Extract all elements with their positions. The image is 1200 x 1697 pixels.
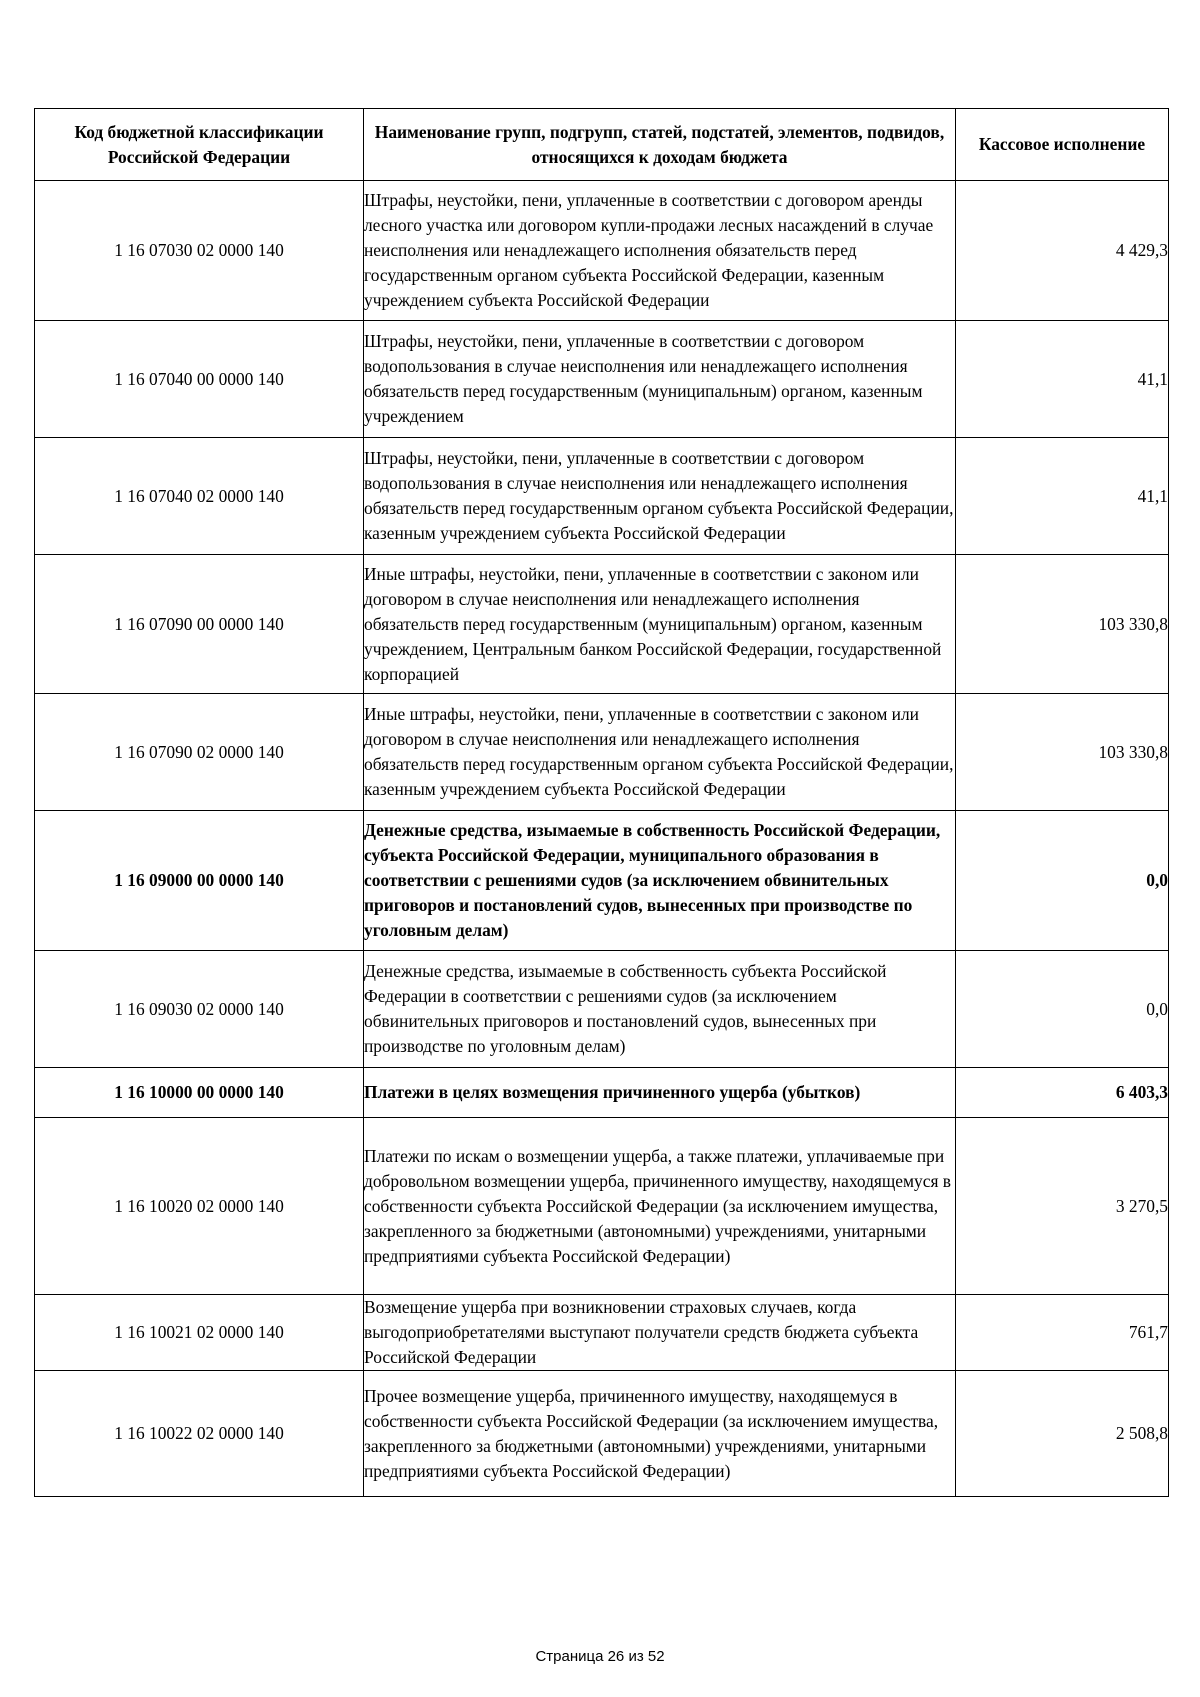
table-header-row <box>35 109 1169 181</box>
table-row <box>35 1118 1169 1295</box>
row-name: Штрафы, неустойки, пени, уплаченные в соответствии с договором аренды лесного участка или договором купли-продажи лесных насаждений в случае неисполнения или ненадлежащего исполнения обязательств перед государственным органом субъекта Российской Федерации, казенным учреждением субъекта Российской Федерации <box>364 181 956 321</box>
row-name: Денежные средства, изымаемые в собственность Российской Федерации, субъекта Российской Федерации, муниципального образования в соответствии с решениями судов (за исключением обвинительных приговоров и постановлений судов, вынесенных при производстве по уголовным делам) <box>364 811 956 951</box>
row-code: 1 16 07040 02 0000 140 <box>35 438 364 555</box>
row-name: Денежные средства, изымаемые в собственность субъекта Российской Федерации в соответствии с решениями судов (за исключением обвинительных приговоров и постановлений судов, вынесенных при производстве по уголовным делам) <box>364 951 956 1068</box>
table-row <box>35 438 1169 555</box>
row-name: Платежи в целях возмещения причиненного ущерба (убытков) <box>364 1068 956 1118</box>
row-code: 1 16 09000 00 0000 140 <box>35 811 364 951</box>
row-code: 1 16 07030 02 0000 140 <box>35 181 364 321</box>
row-sum: 3 270,5 <box>956 1118 1169 1295</box>
row-name: Иные штрафы, неустойки, пени, уплаченные в соответствии с законом или договором в случае неисполнения или ненадлежащего исполнения обязательств перед государственным (муниципальным) органом, казенным учреждением, Центральным банком Российской Федерации, государственной корпорацией <box>364 555 956 694</box>
row-code: 1 16 10022 02 0000 140 <box>35 1371 364 1497</box>
row-code: 1 16 10020 02 0000 140 <box>35 1118 364 1295</box>
table-row <box>35 1295 1169 1371</box>
row-name: Штрафы, неустойки, пени, уплаченные в соответствии с договором водопользования в случае неисполнения или ненадлежащего исполнения обязательств перед государственным органом субъекта Российской Федерации, казенным учреждением субъекта Российской Федерации <box>364 438 956 555</box>
row-code: 1 16 07040 00 0000 140 <box>35 321 364 438</box>
row-code: 1 16 09030 02 0000 140 <box>35 951 364 1068</box>
header-name: Наименование групп, подгрупп, статей, подстатей, элементов, подвидов, относящихся к доходам бюджета <box>364 109 956 181</box>
row-sum: 2 508,8 <box>956 1371 1169 1497</box>
table-row <box>35 1371 1169 1497</box>
row-code: 1 16 07090 00 0000 140 <box>35 555 364 694</box>
table-row <box>35 951 1169 1068</box>
row-sum: 103 330,8 <box>956 555 1169 694</box>
table-row <box>35 1068 1169 1118</box>
page-number: Страница 26 из 52 <box>535 1648 665 1665</box>
row-name: Иные штрафы, неустойки, пени, уплаченные в соответствии с законом или договором в случае неисполнения или ненадлежащего исполнения обязательств перед государственным органом субъекта Российской Федерации, казенным учреждением субъекта Российской Федерации <box>364 694 956 811</box>
row-name: Штрафы, неустойки, пени, уплаченные в соответствии с договором водопользования в случае неисполнения или ненадлежащего исполнения обязательств перед государственным (муниципальным) органом, казенным учреждением <box>364 321 956 438</box>
row-sum: 41,1 <box>956 321 1169 438</box>
row-name: Прочее возмещение ущерба, причиненного имуществу, находящемуся в собственности субъекта Российской Федерации (за исключением имущества, закрепленного за бюджетными (автономными) учреждениями, унитарными предприятиями субъекта Российской Федерации) <box>364 1371 956 1497</box>
table-row <box>35 694 1169 811</box>
row-sum: 0,0 <box>956 951 1169 1068</box>
table-row <box>35 181 1169 321</box>
row-sum: 761,7 <box>956 1295 1169 1371</box>
row-sum: 41,1 <box>956 438 1169 555</box>
revenue-table <box>34 108 1169 1497</box>
row-sum: 4 429,3 <box>956 181 1169 321</box>
row-sum: 103 330,8 <box>956 694 1169 811</box>
row-code: 1 16 07090 02 0000 140 <box>35 694 364 811</box>
header-sum: Кассовое исполнение <box>956 109 1169 181</box>
row-code: 1 16 10021 02 0000 140 <box>35 1295 364 1371</box>
header-code: Код бюджетной классификации Российской Федерации <box>35 109 364 181</box>
row-sum: 0,0 <box>956 811 1169 951</box>
row-code: 1 16 10000 00 0000 140 <box>35 1068 364 1118</box>
row-name: Возмещение ущерба при возникновении страховых случаев, когда выгодоприобретателями выступают получатели средств бюджета субъекта Российской Федерации <box>364 1295 956 1371</box>
table-row <box>35 811 1169 951</box>
row-name: Платежи по искам о возмещении ущерба, а также платежи, уплачиваемые при добровольном возмещении ущерба, причиненного имуществу, находящемуся в собственности субъекта Российской Федерации (за исключением имущества, закрепленного за бюджетными (автономными) учреждениями, унитарными предприятиями субъекта Российской Федерации) <box>364 1118 956 1295</box>
table-row <box>35 555 1169 694</box>
row-sum: 6 403,3 <box>956 1068 1169 1118</box>
table-row <box>35 321 1169 438</box>
